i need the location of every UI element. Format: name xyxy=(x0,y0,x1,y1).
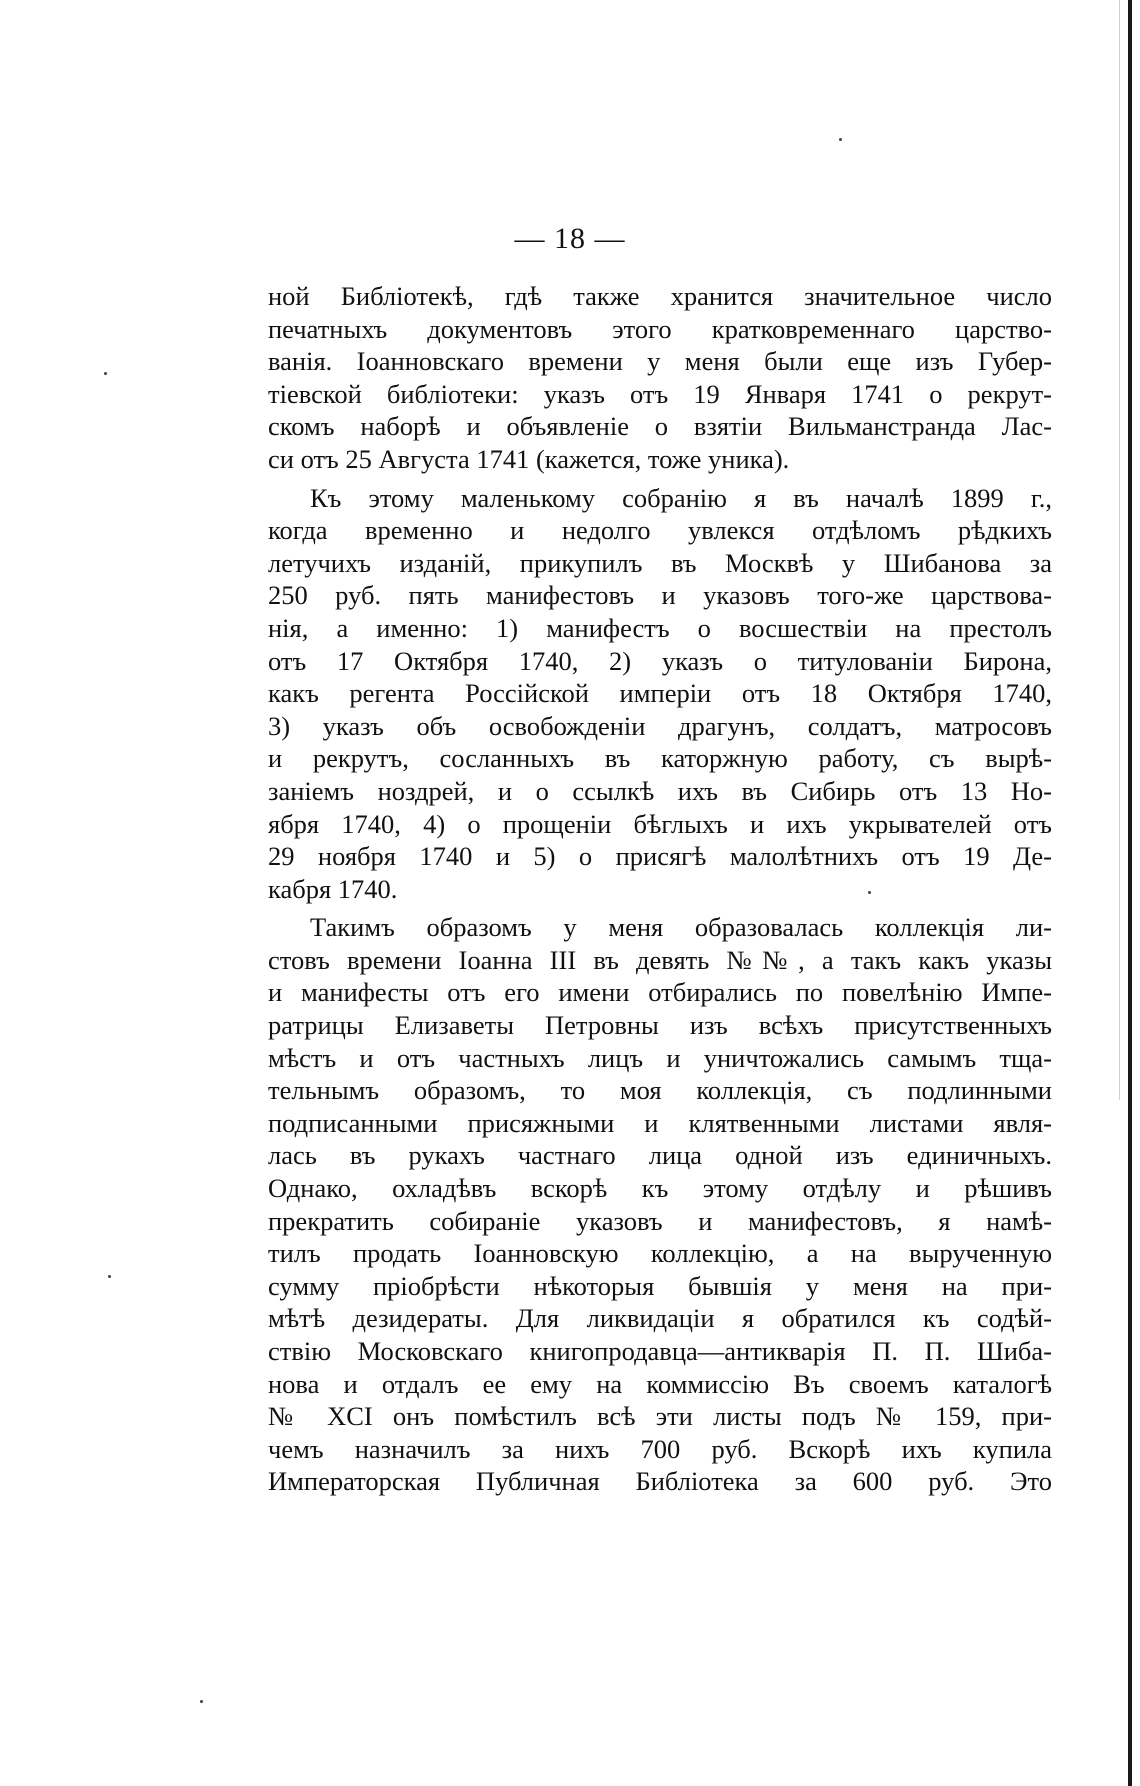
text-line: Къ этому маленькому собранію я въ началѣ 1899 г., xyxy=(310,482,1052,513)
text-line: Такимъ образомъ у меня образовалась коллекція ли- xyxy=(310,912,1052,943)
text-line: № XCI онъ помѣстилъ всѣ эти листы подъ № 159, при- xyxy=(268,1401,1052,1432)
text-line: тилъ продать Іоанновскую коллекцію, а на вырученную xyxy=(268,1238,1052,1269)
text-line: си отъ 25 Августа 1741 (кажется, тоже уника). xyxy=(268,443,790,474)
scan-inner-edge xyxy=(1119,0,1120,1100)
text-line: какъ регента Россійской имперіи отъ 18 Октября 1740, xyxy=(268,678,1052,709)
text-line: нія, а именно: 1) манифестъ о восшествіи на престолъ xyxy=(268,612,1052,643)
text-line: 250 руб. пять манифестовъ и указовъ того-же царствова- xyxy=(268,580,1052,611)
text-line: Однако, охладѣвъ вскорѣ къ этому отдѣлу и рѣшивъ xyxy=(268,1173,1052,1204)
text-line: кабря 1740. xyxy=(268,873,398,904)
text-line: чемъ назначилъ за нихъ 700 руб. Вскорѣ ихъ купила xyxy=(268,1433,1052,1464)
paragraph-1 xyxy=(268,280,1052,476)
text-line: мѣтѣ дезидераты. Для ликвидаціи я обратился къ содѣй- xyxy=(268,1303,1052,1334)
paragraph-3 xyxy=(268,911,1052,1498)
text-line: лась въ рукахъ частнаго лица одной изъ единичныхъ. xyxy=(268,1140,1052,1171)
text-line: и рекрутъ, сосланныхъ въ каторжную работу, съ вырѣ- xyxy=(268,743,1052,774)
text-line: заніемъ ноздрей, и о ссылкѣ ихъ въ Сибирь отъ 13 Но- xyxy=(268,775,1052,806)
text-line: ной Библіотекѣ, гдѣ также хранится значительное число xyxy=(268,281,1052,311)
text-line: отъ 17 Октября 1740, 2) указъ о титулованіи Бирона, xyxy=(268,645,1052,676)
scan-speck xyxy=(108,1275,111,1278)
text-line: ратрицы Елизаветы Петровны изъ всѣхъ присутственныхъ xyxy=(268,1010,1052,1041)
paragraph-2 xyxy=(268,482,1052,906)
text-line: сумму пріобрѣсти нѣкоторыя бывшія у меня на при- xyxy=(268,1270,1052,1301)
text-line: ствію Московскаго книгопродавца—антикварія П. П. Шиба- xyxy=(268,1336,1052,1366)
text-line: тельнымъ образомъ, то моя коллекція, съ подлинными xyxy=(268,1075,1052,1106)
page-body xyxy=(268,280,1052,1498)
text-line: подписанными присяжными и клятвенными листами явля- xyxy=(268,1107,1052,1138)
scan-speck xyxy=(839,138,842,141)
text-line: 29 ноября 1740 и 5) о присягѣ малолѣтнихъ отъ 19 Де- xyxy=(268,841,1052,872)
text-line: когда временно и недолго увлекся отдѣломъ рѣдкихъ xyxy=(268,515,1052,546)
scan-speck xyxy=(200,1700,203,1703)
text-line: Императорская Публичная Библіотека за 600 руб. Это xyxy=(268,1466,1052,1497)
text-line: 3) указъ объ освобожденіи драгунъ, солдатъ, матросовъ xyxy=(268,710,1052,741)
text-line: стовъ времени Іоанна III въ девять №№, а такъ какъ указы xyxy=(268,944,1052,975)
text-line: ванія. Іоанновскаго времени у меня были еще изъ Губер- xyxy=(268,346,1052,377)
text-line: ября 1740, 4) о прощеніи бѣглыхъ и ихъ укрывателей отъ xyxy=(268,808,1052,839)
text-line: летучихъ изданій, прикупилъ въ Москвѣ у Шибанова за xyxy=(268,547,1052,578)
text-line: тіевской библіотеки: указъ отъ 19 Января 1741 о рекрут- xyxy=(268,378,1052,409)
page-number: — 18 — xyxy=(514,222,626,255)
text-line: печатныхъ документовъ этого кратковременнаго царство- xyxy=(268,313,1052,344)
scan-speck xyxy=(104,372,107,375)
text-line: нова и отдалъ ее ему на коммиссію Въ своемъ каталогѣ xyxy=(268,1368,1052,1399)
text-line: и манифесты отъ его имени отбирались по повелѣнію Импе- xyxy=(268,977,1052,1008)
scan-page-edge xyxy=(1128,0,1132,1786)
text-line: прекратить собираніе указовъ и манифестовъ, я намѣ- xyxy=(268,1205,1052,1236)
text-line: скомъ наборѣ и объявленіе о взятіи Вильманстранда Лас- xyxy=(268,411,1052,442)
text-line: мѣстъ и отъ частныхъ лицъ и уничтожались самымъ тща- xyxy=(268,1042,1052,1073)
